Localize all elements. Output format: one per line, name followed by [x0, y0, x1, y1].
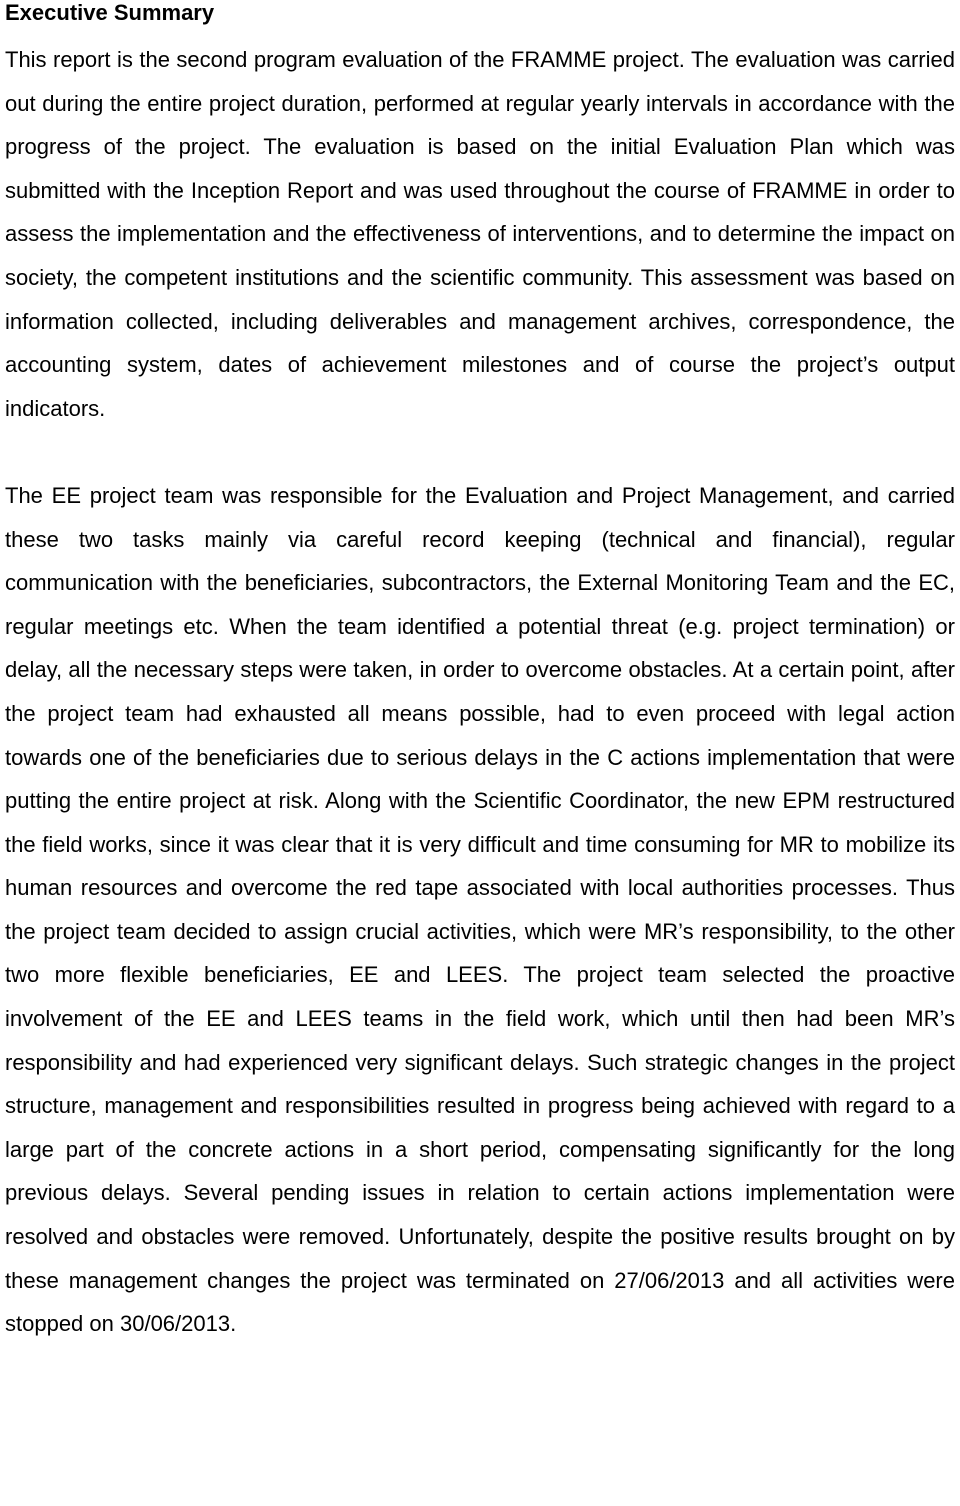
paragraph-evaluation-overview: This report is the second program evaluation of the FRAMME project. The evaluation was carried out during the entire project duration, performed at regular yearly intervals in accordance with the progress of the project. The evaluation is based on the initial Evaluation Plan which was submitted with the Inception Report and was used throughout the course of FRAMME in order to assess the implementation and the effectiveness of interventions, and to determine the impact on society, the competent institutions and the scientific community. This assessment was based on information collected, including deliverables and management archives, correspondence, the accounting system, dates of achievement milestones and of course the project’s output indicators. [5, 47, 955, 421]
paragraph-project-management: The EE project team was responsible for the Evaluation and Project Management, and carried these two tasks mainly via careful record keeping (technical and financial), regular communication with the beneficiaries, subcontractors, the External Monitoring Team and the EC, regular meetings etc. When the team identified a potential threat (e.g. project termination) or delay, all the necessary steps were taken, in order to overcome obstacles. At a certain point, after the project team had exhausted all means possible, had to even proceed with legal action towards one of the beneficiaries due to serious delays in the C actions implementation that were putting the entire project at risk. Along with the Scientific Coordinator, the new EPM restructured the field works, since it was clear that it is very difficult and time consuming for MR to mobilize its human resources and overcome the red tape associated with local authorities processes. Thus the project team decided to assign crucial activities, which were MR’s responsibility, to the other two more flexible beneficiaries, EE and LEES. The project team selected the proactive involvement of the EE and LEES teams in the field work, which until then had been MR’s responsibility and had experienced very significant delays. Such strategic changes in the project structure, management and responsibilities resulted in progress being achieved with regard to a large part of the concrete actions in a short period, compensating significantly for the long previous delays. Several pending issues in relation to certain actions implementation were resolved and obstacles were removed. Unfortunately, despite the positive results brought on by these management changes the project was terminated on 27/06/2013 and all activities were stopped on 30/06/2013. [5, 482, 955, 1337]
document-page [5, 0, 955, 1346]
section-heading: Executive Summary [5, 0, 215, 25]
